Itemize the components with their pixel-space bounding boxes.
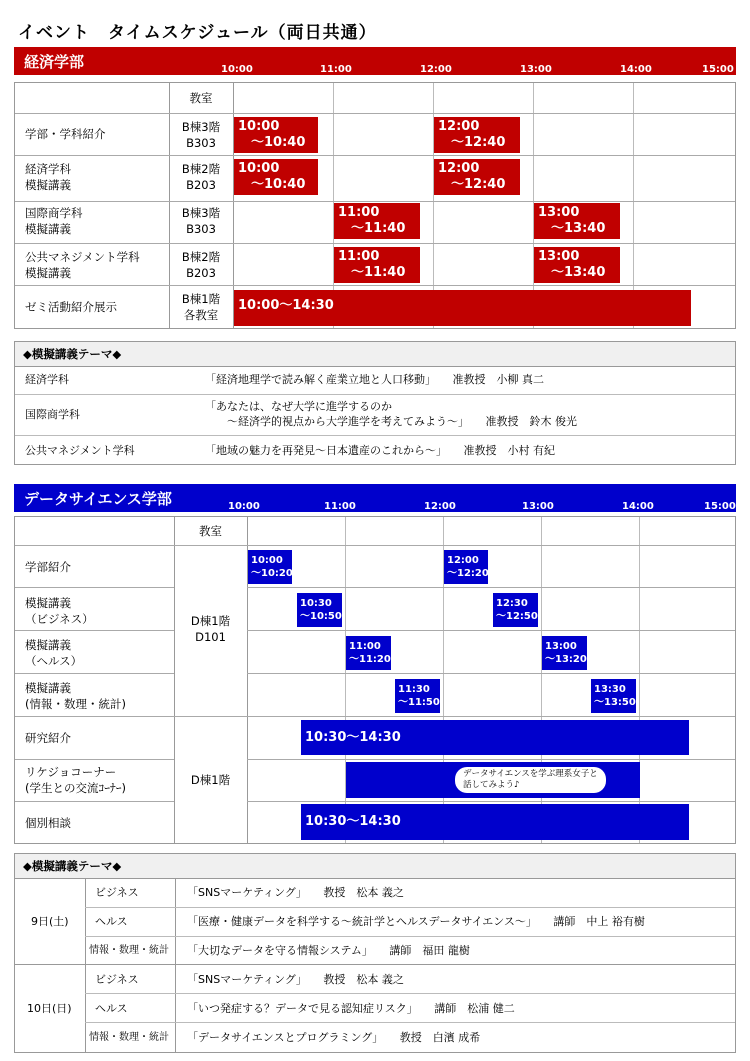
session-block: 13:00 ～13:40: [534, 203, 620, 239]
time-tick: 13:00: [522, 501, 554, 512]
time-tick: 12:00: [424, 501, 456, 512]
time-tick: 11:00: [324, 501, 356, 512]
room-header: 教室: [199, 524, 222, 538]
row-label: ゼミ活動紹介展示: [25, 300, 117, 314]
row-label: 学部紹介: [25, 560, 71, 574]
theme-dept: 国際商学科: [25, 408, 80, 421]
theme-text: 「大切なデータを守る情報システム」 講師 福田 龍樹: [187, 944, 470, 957]
session-block: 10:00 ～10:20: [248, 550, 292, 584]
session-block: 11:00 ～11:20: [346, 636, 391, 670]
datascience-header: [14, 484, 736, 512]
time-tick: 12:00: [420, 64, 452, 75]
theme-text: 「いつ発症する？データで見る認知症リスク」 講師 松浦 健二: [187, 1002, 515, 1015]
theme-text: 「経済地理学で読み解く産業立地と人口移動」 准教授 小柳 真二: [205, 373, 544, 386]
theme-dept: 情報・数理・統計: [89, 945, 169, 956]
row-label: 学部・学科紹介: [25, 127, 106, 141]
session-block: 10:30 ～10:50: [297, 593, 342, 627]
time-tick: 15:00: [704, 501, 736, 512]
session-block: 13:00 ～13:40: [534, 247, 620, 283]
time-tick: 11:00: [320, 64, 352, 75]
theme-text: 「あなたは、なぜ大学に進学するのか ～経済学的視点から大学進学を考えてみよう～」 准教授 鈴木 俊光: [205, 400, 577, 428]
session-block: 12:30 ～12:50: [493, 593, 538, 627]
time-tick: 10:00: [221, 64, 253, 75]
time-tick: 15:00: [702, 64, 734, 75]
row-label: 経済学科 模擬講義: [25, 162, 71, 192]
session-block: 12:00 ～12:40: [434, 117, 520, 153]
theme-text: 「地域の魅力を再発見～日本遺産のこれから～」 准教授 小村 有紀: [205, 444, 555, 457]
session-block: 11:00 ～11:40: [334, 203, 420, 239]
room-cell: D棟1階: [190, 773, 231, 787]
session-block: 10:30～14:30: [301, 804, 689, 840]
economics-title: 経済学部: [24, 53, 85, 71]
datascience-title: データサイエンス学部: [24, 490, 172, 508]
session-block: 13:30 ～13:50: [591, 679, 636, 713]
session-block: 12:00 ～12:40: [434, 159, 520, 195]
session-block: 10:00～14:30: [234, 290, 691, 326]
theme-text: 「医療・健康データを科学する～統計学とヘルスデータサイエンス～」 講師 中上 裕有樹: [187, 915, 645, 928]
theme-text: 「SNSマーケティング」 教授 松本 義之: [187, 886, 404, 899]
theme-text: 「SNSマーケティング」 教授 松本 義之: [187, 973, 404, 986]
day-label: 9日(土): [31, 915, 69, 928]
row-label: 模擬講義 （ヘルス）: [25, 638, 83, 668]
economics-schedule-grid: [14, 82, 736, 329]
room-cell: B棟2階 B203: [181, 162, 221, 192]
row-label: 国際商学科 模擬講義: [25, 206, 83, 236]
room-cell: B棟2階 B203: [181, 250, 221, 280]
room-header: 教室: [189, 91, 213, 105]
row-label: リケジョコーナー (学生との交流ｺｰﾅｰ): [25, 765, 126, 795]
room-cell: B棟3階 B303: [181, 206, 221, 236]
theme-dept: ビジネス: [95, 886, 139, 899]
time-tick: 13:00: [520, 64, 552, 75]
theme-dept: 経済学科: [25, 373, 69, 386]
datascience-theme-table: [14, 853, 736, 1053]
time-tick: 14:00: [622, 501, 654, 512]
row-label: 個別相談: [25, 816, 71, 830]
session-block: 10:30～14:30: [301, 720, 689, 755]
room-cell: B棟1階 各教室: [181, 292, 221, 322]
theme-table-title: ◆模擬講義テーマ◆: [15, 854, 735, 879]
session-block: 12:00 ～12:20: [444, 550, 488, 584]
theme-text: 「データサイエンスとプログラミング」 教授 白濱 成希: [187, 1031, 481, 1044]
session-block: 10:00 ～10:40: [234, 159, 318, 195]
day-label: 10日(日): [27, 1002, 72, 1015]
theme-dept: ヘルス: [95, 915, 128, 928]
economics-header: [14, 47, 736, 75]
theme-dept: 公共マネジメント学科: [25, 444, 135, 457]
session-block: 13:00 ～13:20: [542, 636, 587, 670]
theme-dept: 情報・数理・統計: [89, 1032, 169, 1043]
time-tick: 10:00: [228, 501, 260, 512]
session-block: 11:30 ～11:50: [395, 679, 440, 713]
row-label: 研究紹介: [25, 731, 71, 745]
session-block: 10:00 ～10:40: [234, 117, 318, 153]
page-title: イベント タイムスケジュール（両日共通）: [18, 23, 377, 43]
speech-bubble: データサイエンスを学ぶ理系女子と 話してみよう♪: [455, 767, 606, 793]
row-label: 公共マネジメント学科 模擬講義: [25, 250, 140, 280]
theme-dept: ヘルス: [95, 1002, 128, 1015]
session-block: 11:00 ～11:40: [334, 247, 420, 283]
time-tick: 14:00: [620, 64, 652, 75]
theme-table-title: ◆模擬講義テーマ◆: [15, 342, 735, 367]
row-label: 模擬講義 （ビジネス）: [25, 596, 94, 626]
economics-theme-table: [14, 341, 736, 465]
room-cell: B棟3階 B303: [181, 120, 221, 150]
row-label: 模擬講義 (情報・数理・統計): [25, 681, 126, 711]
datascience-schedule-grid: [14, 516, 736, 844]
theme-dept: ビジネス: [95, 973, 139, 986]
room-cell: D棟1階 D101: [190, 614, 231, 644]
